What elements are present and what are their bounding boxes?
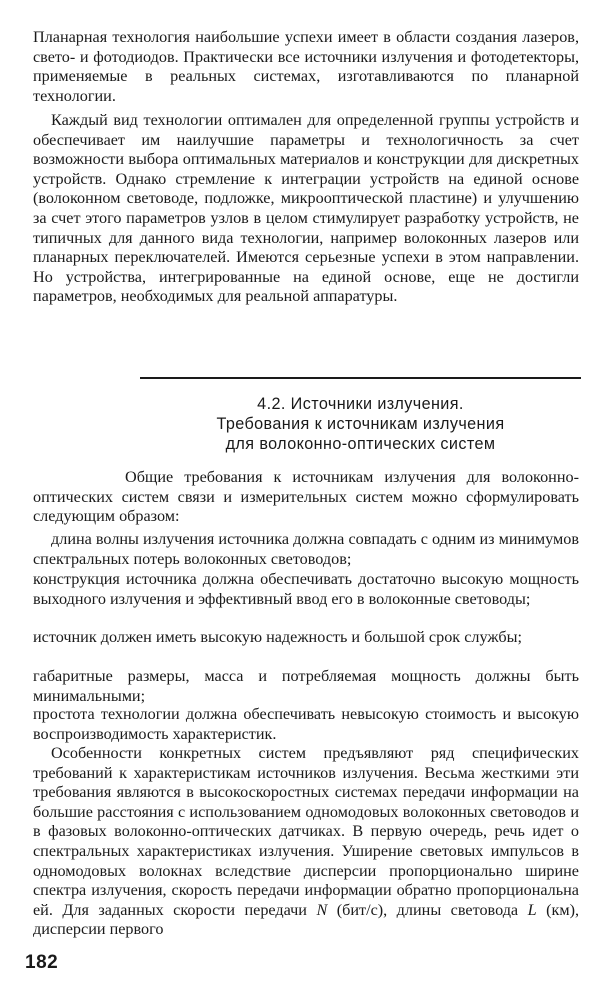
specifics-text-3: (км), дисперсии первого — [33, 900, 580, 939]
specifics-text-2: (бит/с), длины световода — [327, 900, 528, 919]
paragraph-system-specifics — [33, 744, 579, 940]
requirement-item-power-text: конструкция источника должна обеспечивать достаточно высокую мощность выходного излучения и эффективный ввод его в волоконные световоды; — [33, 570, 579, 608]
section-heading-line-1: 4.2. Источники излучения. — [257, 395, 464, 413]
requirement-item-dimensions — [33, 667, 579, 706]
specifics-text-1: Особенности конкретных систем предъявляют ряд специфических требований к характеристикам источников излучения. Весьма жесткими эти требования являются в высокоскоростных системах передачи информации на большие расстояния с использованием одномодовых волоконных световодов и в фазовых волоконно-оптических датчиках. В первую очередь, речь идет о спектральных характеристиках излучения. Уширение световых импульсов в одномодовых волокнах вследствие дисперсии пропорционально ширине спектра излучения, скорость передачи информации обратно пропорциональна ей. Для заданных скорости передачи — [33, 744, 579, 919]
variable-L: L — [527, 900, 537, 919]
requirement-item-simplicity-text: простота технологии должна обеспечивать невысокую стоимость и высокую воспроизводимость характеристик. — [33, 705, 579, 743]
paragraph-requirements-intro: Общие требования к источникам излучения для волоконно-оптических систем связи и измерительных систем можно сформулировать следующим образом: — [33, 468, 579, 526]
requirement-item-reliability-text: источник должен иметь высокую надежность и большой срок службы; — [33, 628, 522, 646]
paragraph-technology-optimization: Каждый вид технологии оптимален для определенной группы устройств и обеспечивает им наилучшие параметры и технологичность за счет возможности выбора оптимальных материалов и конструкции для дискретных устройств. Однако стремление к интеграции устройств на единой основе (волоконном световоде, подложке, микрооптической пластине) и улучшению за счет этого параметров узлов в целом стимулирует разработку устройств, не типичных для данного вида технологии, например волоконных лазеров или планарных переключателей. Имеются серьезные успехи в этом направлении. Но устройства, интегрированные на единой основе, еще не достигли параметров, необходимых для реальной аппаратуры. — [33, 111, 579, 306]
section-heading-line-3: для волоконно-оптических систем — [225, 435, 496, 453]
requirement-item-power — [33, 570, 579, 609]
page-number: 182 — [25, 952, 59, 973]
requirement-item-dimensions-text: габаритные размеры, масса и потребляемая мощность должны быть минимальными; — [33, 667, 579, 705]
requirement-item-wavelength: длина волны излучения источника должна совпадать с одним из минимумов спектральных потерь волоконных световодов; — [33, 530, 579, 568]
section-divider-rule — [140, 377, 581, 379]
requirement-item-reliability — [33, 628, 579, 648]
variable-N: N — [316, 900, 328, 919]
section-heading-line-2: Требования к источникам излучения — [216, 415, 505, 433]
section-heading — [140, 394, 581, 454]
requirement-item-simplicity — [33, 705, 579, 744]
paragraph-planar-technology: Планарная технология наибольшие успехи имеет в области создания лазеров, свето- и фотодиодов. Практически все источники излучения и фотодетекторы, применяемые в реальных системах, изготавливаются по планарной технологии. — [33, 28, 579, 105]
